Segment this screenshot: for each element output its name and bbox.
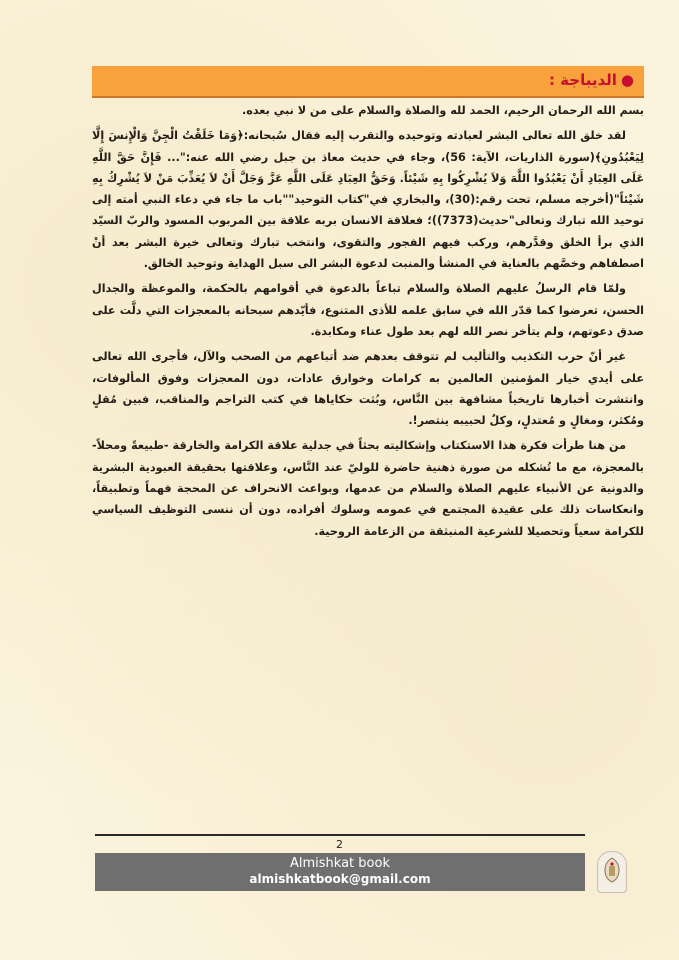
footer-book-name: Almishkat book: [290, 856, 390, 871]
page-number: 2: [336, 838, 343, 851]
publisher-logo-icon: [597, 851, 627, 893]
paragraph-karamat: غير أنّ حرب التكذيب والتأليب لم تتوقف بعدهم ضد أتباعهم من الصحب والآل، فأجرى الله تعالى على أيدي خيار المؤمنين العالمين به كرامات وخوارق عادات، دون المعجزات وفوق المألوفات، وانتشرت أخبارها تاريخياً مشافهة بين النَّاس، وبُثت حكاياها في كتب التراجم والمناقب، فبين مُقلٍ ومُكثر، ومغالٍ و مُعتدلٍ، وكلٌ لحبيبه ينتصر!.: [92, 350, 644, 428]
footer-email: almishkatbook@gmail.com: [249, 872, 431, 886]
bullet-icon: ●: [620, 71, 634, 89]
footer-bar: [95, 853, 585, 891]
paragraph-research-idea: من هنا طرأت فكرة هذا الاستكتاب وإشكاليته بحثاً في جدلية علاقة الكرامة والخارقة -طبيعةً ومحلاً- بالمعجزة، مع ما تُشكله من صورة ذهنية حاضرة للوليّ عند النَّاس، وعلاقتها بحقيقة العبودية البشرية والدونية عن الأنبياء عليهم الصلاة والسلام من عدمها، وبواعث الانحراف عن المحجة فهماً وتطبيقاً، وانعكاسات ذلك على عقيدة المجتمع في عمومه وسلوك أفراده، دون أن ننسى التوظيف السياسي للكرامة سعياً وتحصيلا للشرعية المنبثقة من الزعامة الروحية.: [92, 439, 644, 538]
section-title-text: الديباجة :: [548, 71, 617, 89]
section-header-bar: [92, 66, 644, 98]
paragraph-messengers: ولمّا قام الرسلُ عليهم الصلاة والسلام تباعاً بالدعوة في أقوامهم بالحكمة، والموعظة والجدال الحسن، تعرضوا كما قدّر الله في سابق علمه للأذى المتنوع، فأيّدهم سبحانه بالمعجزات التي دلَّت على صدق دعوتهم، ولم يتأخر نصر الله لهم بعد طول عناء ومكابدة.: [92, 282, 644, 338]
page-body: [92, 100, 644, 546]
section-title: [549, 71, 634, 89]
footer-divider: [95, 834, 585, 836]
paragraph-basmala: بسم الله الرحمان الرحيم، الحمد لله والصلاة والسلام على من لا نبي بعده.: [241, 104, 644, 117]
paragraph-creation: لقد خلق الله تعالى البشر لعبادته وتوحيده والتقرب إليه فقال سُبحانه:﴿وَمَا خَلَقْتُ الْجِنَّ وَالْإِنسَ إِلَّا لِيَعْبُدُونِ﴾(سورة الذاريات، الآية: 56)، وجاء في حديث معاذ بن جبل رضي الله عنه:"... فَإِنَّ حَقَّ اللَّهِ عَلَى العِبَادِ أَنْ يَعْبُدُوا اللَّهَ وَلاَ يُشْرِكُوا بِهِ شَيْئاً. وَحَقُّ العِبَادِ عَلَى اللَّهِ عَزَّ وَجَلَّ أَنْ لاَ يُعَذِّبَ مَنْ لاَ يُشْرِكُ بِهِ شَيْئاً"(أخرجه مسلم، تحت رقم:(30)، والبخاري في"كتاب التوحيد""باب ما جاء في دعاء النبي أمته إلى توحيد الله تبارك وتعالى"حديث(7373))؛ فعلاقة الانسان بربه علاقة بين المربوب المسود والربّ السيّد الذي برأ الخلق وقدَّرهم، وركب فيهم الفجور والتقوى، وانتخب تبارك وتعالى خيرة البشر بعد أنْ اصطفاهم وخصَّهم بالعناية في المنشأ والمنبت لدعوة البشر الى سبل الهداية وتوحيد الخالق.: [92, 129, 644, 271]
